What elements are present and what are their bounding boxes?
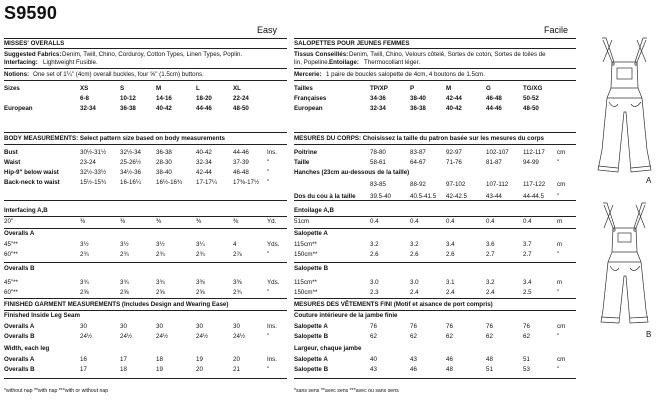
size-value: 0.4 <box>410 218 419 225</box>
size-header: TP/XP <box>370 85 388 92</box>
size-value: 48-50 <box>523 105 539 112</box>
unit-label: " <box>267 159 270 166</box>
divider-line <box>4 38 287 39</box>
size-value: 17⅜-17½ <box>233 179 260 186</box>
view-row-label: Overalls A <box>4 323 35 330</box>
size-value: 0.4 <box>370 218 379 225</box>
divider-line <box>4 262 287 263</box>
unit-label: " <box>267 333 270 340</box>
size-value: 22-24 <box>233 95 249 102</box>
view-row-label: Overalls B <box>4 366 35 373</box>
size-header: G <box>486 85 491 92</box>
size-value: 3.4 <box>446 241 455 248</box>
hips-label: Hanches (23cm au-dessous de la taille) <box>294 169 410 176</box>
size-value: 16½-16¾ <box>156 179 183 186</box>
size-value: 44-46 <box>196 105 212 112</box>
size-value: 76 <box>370 323 377 330</box>
divider-line <box>294 48 576 49</box>
size-value: 2⅝ <box>196 289 205 296</box>
body-row-label: Hip-9" below waist <box>4 169 59 176</box>
mercerie-text: 1 paire de boucles salopette de 4cm, 4 boutons de 1.5cm. <box>326 71 485 78</box>
sizes-row-label: Françaises <box>294 95 327 102</box>
size-value: 36-38 <box>410 105 426 112</box>
sizes-label: Sizes <box>4 85 20 92</box>
size-value: 44-44.5 <box>523 193 544 200</box>
size-value: 19 <box>196 356 203 363</box>
view-row-label: Salopette B <box>294 366 329 373</box>
size-value: 16 <box>80 356 87 363</box>
view-row-label: Overalls A <box>4 356 35 363</box>
size-value: 102-107 <box>486 149 509 156</box>
view-a-title: Salopette A <box>294 230 328 237</box>
unit-label: Ins. <box>267 149 277 156</box>
size-value: 76 <box>410 323 417 330</box>
divider-line <box>4 378 287 379</box>
size-value: 94-99 <box>523 159 539 166</box>
divider-line <box>294 262 576 263</box>
size-value: 30 <box>80 323 87 330</box>
entoilage-label: Entoilage: <box>329 59 359 66</box>
difficulty-label: Easy <box>257 25 278 35</box>
divider-line <box>294 200 576 201</box>
size-value: 117-122 <box>523 181 546 188</box>
size-value: 44-46 <box>486 105 502 112</box>
size-value: 42-44 <box>446 95 462 102</box>
size-value: 2.3 <box>370 289 379 296</box>
unit-label: " <box>267 169 270 176</box>
view-a-label: A <box>646 176 652 185</box>
size-value: 64-67 <box>410 159 426 166</box>
size-value: 0.4 <box>523 218 532 225</box>
unit-label: " <box>557 333 560 340</box>
width-label: 115cm** <box>294 241 317 248</box>
size-value: 37-39 <box>233 159 249 166</box>
size-value: 46 <box>410 366 417 373</box>
size-value: 2¾ <box>80 251 89 258</box>
size-value: 34-36 <box>370 95 386 102</box>
divider-line <box>294 298 576 299</box>
view-row-label: Salopette A <box>294 356 328 363</box>
size-value: 32-34 <box>80 105 96 112</box>
divider-line <box>294 144 576 145</box>
size-value: 43-44 <box>486 193 502 200</box>
size-value: 3¾ <box>80 279 89 286</box>
divider-line <box>294 378 576 379</box>
section-title: MISSES' OVERALLS <box>4 40 65 47</box>
unit-label: cm <box>557 149 566 156</box>
divider-line <box>4 68 287 69</box>
size-value: 3.0 <box>370 279 379 286</box>
overalls-view-a-drawing <box>584 0 666 414</box>
unit-label: Yds. <box>267 279 280 286</box>
size-value: 40-42 <box>196 149 212 156</box>
size-value: 48 <box>486 356 493 363</box>
size-value: 30 <box>196 323 203 330</box>
mercerie-label: Mercerie: <box>294 71 322 78</box>
size-header: L <box>196 85 200 92</box>
size-value: 46-48 <box>233 169 249 176</box>
size-value: 18 <box>120 366 127 373</box>
size-value: 112-117 <box>523 149 545 156</box>
size-value: 3.7 <box>523 241 532 248</box>
size-value: 2.4 <box>446 289 455 296</box>
size-value: 48 <box>446 366 453 373</box>
view-b-title: Salopette B <box>294 265 329 272</box>
size-value: 30 <box>120 323 127 330</box>
size-value: 62 <box>523 333 530 340</box>
size-value: 34½-36 <box>120 169 141 176</box>
size-value: ⅜ <box>120 218 126 225</box>
width-label: 150cm** <box>294 251 318 258</box>
view-a-title: Overalls A <box>4 230 35 237</box>
size-value: 62 <box>446 333 453 340</box>
size-value: 62 <box>486 333 493 340</box>
width-label: 45"** <box>4 241 18 248</box>
size-value: 3.2 <box>370 241 379 248</box>
divider-line <box>4 228 287 229</box>
size-value: 23-24 <box>80 159 96 166</box>
size-value: ⅜ <box>156 218 162 225</box>
size-header: TG/XG <box>523 85 543 92</box>
size-value: 3¾ <box>120 279 129 286</box>
size-value: 32½-34 <box>120 149 141 156</box>
size-value: 30½-31½ <box>80 149 107 156</box>
size-value: 76 <box>486 323 493 330</box>
unit-label: m <box>557 241 563 248</box>
body-row-label: Back-neck to waist <box>4 179 60 186</box>
unit-label: " <box>557 251 560 258</box>
body-measurements-title: BODY MEASUREMENTS: Select pattern size based on body measurements <box>4 135 225 142</box>
size-value: 3.0 <box>410 279 419 286</box>
width-label: 60"** <box>4 251 18 258</box>
unit-label: Ins. <box>267 356 277 363</box>
body-row-label: Taille <box>294 159 310 166</box>
size-value: 3.2 <box>410 241 419 248</box>
sizes-row-label: European <box>294 105 323 112</box>
footnote: *sans sens **avec sens ***avec ou sans sens <box>294 388 399 394</box>
size-value: 2.4 <box>486 289 495 296</box>
unit-label: cm <box>557 181 566 188</box>
size-value: 46 <box>446 356 453 363</box>
interfacing-title: Entoilage A,B <box>294 207 334 214</box>
size-value: ⅜ <box>196 218 202 225</box>
divider-line <box>4 310 287 311</box>
size-value: 38-40 <box>410 95 426 102</box>
size-value: 62 <box>410 333 417 340</box>
size-value: 17 <box>120 356 127 363</box>
unit-label: m <box>557 218 563 225</box>
size-value: 28-30 <box>156 159 172 166</box>
size-value: 32½-33½ <box>80 169 107 176</box>
size-value: 40 <box>370 356 377 363</box>
technical-drawings <box>584 0 666 414</box>
size-value: 42-44 <box>196 169 212 176</box>
size-value: 2⅝ <box>80 289 89 296</box>
divider-line <box>294 228 576 229</box>
size-value: 3.6 <box>486 241 495 248</box>
size-header: P <box>410 85 415 92</box>
size-header: M <box>156 85 162 92</box>
unit-label: cm <box>557 323 566 330</box>
divider-line <box>294 132 576 133</box>
body-row-label: Poitrine <box>294 149 318 156</box>
leg-width-title: Largeur, chaque jambe <box>294 345 362 352</box>
size-value: 30 <box>233 323 240 330</box>
size-value: 3.2 <box>486 279 495 286</box>
size-value: 24½ <box>233 333 246 340</box>
body-row-label: Waist <box>4 159 21 166</box>
divider-line <box>294 216 576 217</box>
size-value: 2¾ <box>233 289 242 296</box>
body-row-label: Bust <box>4 149 18 156</box>
size-value: 0.4 <box>486 218 495 225</box>
sizes-row-label: European <box>4 105 33 112</box>
size-value: 24½ <box>196 333 209 340</box>
size-value: 2.6 <box>446 251 455 258</box>
size-value: 2.7 <box>523 251 532 258</box>
size-value: 2⅝ <box>156 289 165 296</box>
size-value: 25-26½ <box>120 159 141 166</box>
size-header: XL <box>233 85 241 92</box>
footnote: *without nap **with nap ***with or without nap <box>4 388 109 394</box>
divider-line <box>294 310 576 311</box>
size-value: 21 <box>233 366 240 373</box>
size-value: 71-76 <box>446 159 462 166</box>
size-value: 83-87 <box>410 149 426 156</box>
size-value: 78-80 <box>370 149 386 156</box>
divider-line <box>294 80 576 81</box>
size-value: 38-40 <box>156 169 172 176</box>
notions-label: Notions: <box>4 71 30 78</box>
divider-line <box>4 132 287 133</box>
unit-label: Ins. <box>267 323 277 330</box>
size-value: 10-12 <box>120 95 136 102</box>
unit-label: " <box>557 159 560 166</box>
size-value: 24½ <box>156 333 169 340</box>
size-value: 36-38 <box>156 149 172 156</box>
size-value: 2¾ <box>196 251 205 258</box>
size-value: 51 <box>486 366 493 373</box>
divider-line <box>4 80 287 81</box>
size-value: 44-46 <box>233 149 249 156</box>
divider-line <box>294 38 576 39</box>
unit-label: m <box>557 279 563 286</box>
interfacing-text: Lightweight Fusible. <box>43 59 98 66</box>
size-value: 3.4 <box>523 279 532 286</box>
view-row-label: Salopette A <box>294 323 328 330</box>
size-value: 2¾ <box>156 251 165 258</box>
size-value: 3½ <box>156 241 165 248</box>
section-title: SALOPETTES POUR JEUNES FEMMES <box>294 40 410 47</box>
width-label: 45"** <box>4 279 18 286</box>
view-row-label: Salopette B <box>294 333 329 340</box>
size-value: 2⅝ <box>120 289 129 296</box>
fabrics-text: Denim, Twill, Chino, Corduroy, Cotton Types, Linen Types, Poplin. <box>62 51 243 58</box>
size-value: 3⅜ <box>233 279 242 286</box>
fabrics-label: Tissus Conseillés: <box>294 51 349 58</box>
size-value: 48-50 <box>233 105 249 112</box>
size-value: 51 <box>523 356 530 363</box>
leg-width-title: Width, each leg <box>4 345 50 352</box>
unit-label: " <box>267 179 270 186</box>
finished-measurements-title: FINISHED GARMENT MEASUREMENTS (Includes Design and Wearing Ease) <box>4 301 229 308</box>
size-value: 43 <box>370 366 377 373</box>
size-value: 81-87 <box>486 159 502 166</box>
size-value: 20 <box>233 356 240 363</box>
unit-label: Yd. <box>267 218 277 225</box>
notions-text: One set of 1¼" (4cm) overall buckles, four ⅝" (1.5cm) buttons. <box>33 71 204 78</box>
unit-label: " <box>267 251 270 258</box>
size-value: 3⅜ <box>196 279 205 286</box>
size-value: 97-102 <box>446 181 466 188</box>
divider-line <box>294 68 576 69</box>
unit-label: Yds. <box>267 241 280 248</box>
size-value: 30 <box>156 323 163 330</box>
size-value: 107-112 <box>486 181 509 188</box>
size-value: 50-52 <box>523 95 539 102</box>
size-value: 18-20 <box>196 95 212 102</box>
size-value: 62 <box>370 333 377 340</box>
size-value: 17 <box>80 366 87 373</box>
unit-label: " <box>267 289 270 296</box>
size-value: 32-34 <box>196 159 212 166</box>
size-value: 43 <box>410 356 417 363</box>
size-value: 17-17¼ <box>196 179 217 186</box>
inside-leg-title: Couture intérieure de la jambe finie <box>294 312 398 319</box>
sizes-label: Tailles <box>294 85 313 92</box>
size-header: XS <box>80 85 89 92</box>
size-value: 39.5-40 <box>370 193 391 200</box>
size-value: 46-48 <box>486 95 502 102</box>
size-value: 3¼ <box>196 241 205 248</box>
view-b-title: Overalls B <box>4 265 35 272</box>
unit-label: " <box>557 366 560 373</box>
size-value: 16-16¼ <box>120 179 141 186</box>
size-value: 2.7 <box>486 251 495 258</box>
size-value: 24½ <box>80 333 93 340</box>
width-label: 60"** <box>4 289 18 296</box>
size-value: 2.6 <box>370 251 379 258</box>
width-label: 51cm <box>294 218 310 225</box>
size-value: ⅜ <box>80 218 86 225</box>
size-value: 0.4 <box>446 218 455 225</box>
unit-label: " <box>557 289 560 296</box>
size-value: 53 <box>523 366 530 373</box>
divider-line <box>4 144 287 145</box>
size-value: 3¾ <box>156 279 165 286</box>
size-value: 2⅞ <box>233 251 242 258</box>
size-value: 2.6 <box>410 251 419 258</box>
unit-label: " <box>267 366 270 373</box>
size-value: 2¾ <box>120 251 129 258</box>
size-value: 40.5-41.5 <box>410 193 437 200</box>
view-b-label: B <box>646 330 652 339</box>
divider-line <box>4 48 287 49</box>
size-value: 19 <box>156 366 163 373</box>
width-label: 20" <box>4 218 14 225</box>
size-value: 83-85 <box>370 181 386 188</box>
size-value: 3½ <box>80 241 89 248</box>
size-value: 6-8 <box>80 95 89 102</box>
size-value: 32-34 <box>370 105 386 112</box>
divider-line <box>4 200 287 201</box>
size-value: 2.5 <box>523 289 532 296</box>
interfacing-label: Interfacing: <box>4 59 38 66</box>
size-value: 36-38 <box>120 105 136 112</box>
size-value: 4 <box>233 241 237 248</box>
size-header: M <box>446 85 452 92</box>
size-value: 58-61 <box>370 159 386 166</box>
divider-line <box>4 216 287 217</box>
fabrics-text: Denim, Twill, Chino, Velours côtelé, Sortes de coton, Sortes de toiles de <box>349 51 546 58</box>
fabrics-text: lin, Popeline. <box>294 59 330 66</box>
size-value: 3½ <box>120 241 129 248</box>
size-value: 2.4 <box>410 289 419 296</box>
size-value: 40-42 <box>156 105 172 112</box>
inside-leg-title: Finished Inside Leg Seam <box>4 312 80 319</box>
width-label: 115cm** <box>294 279 317 286</box>
fabrics-label: Suggested Fabrics: <box>4 51 62 58</box>
size-value: 88-92 <box>410 181 426 188</box>
size-value: 14-16 <box>156 95 172 102</box>
finished-measurements-title: MESURES DES VÊTEMENTS FINI (Motif et aisance de port compris) <box>294 301 493 308</box>
size-value: 3.1 <box>446 279 455 286</box>
size-value: ⅜ <box>233 218 239 225</box>
size-header: S <box>120 85 125 92</box>
size-value: 24½ <box>120 333 133 340</box>
entoilage-text: Thermocollant léger. <box>364 59 421 66</box>
size-value: 15½-15¾ <box>80 179 107 186</box>
size-value: 76 <box>446 323 453 330</box>
unit-label: cm <box>557 356 566 363</box>
width-label: 150cm** <box>294 289 318 296</box>
unit-label: " <box>557 193 560 200</box>
difficulty-label: Facile <box>544 25 569 35</box>
view-row-label: Overalls B <box>4 333 35 340</box>
size-value: 20 <box>196 366 203 373</box>
interfacing-title: Interfacing A,B <box>4 207 48 214</box>
size-value: 76 <box>523 323 530 330</box>
divider-line <box>4 298 287 299</box>
size-value: 18 <box>156 356 163 363</box>
size-value: 92-97 <box>446 149 462 156</box>
size-value: 42-42.5 <box>446 193 467 200</box>
pattern-number: S9590 <box>4 3 58 23</box>
size-value: 40-42 <box>446 105 462 112</box>
body-measurements-title: MESURES DU CORPS: Choisissez la taille du patron basée sur les mesures du corps <box>294 135 544 142</box>
body-row-label: Dos du cou à la taille <box>294 193 356 200</box>
